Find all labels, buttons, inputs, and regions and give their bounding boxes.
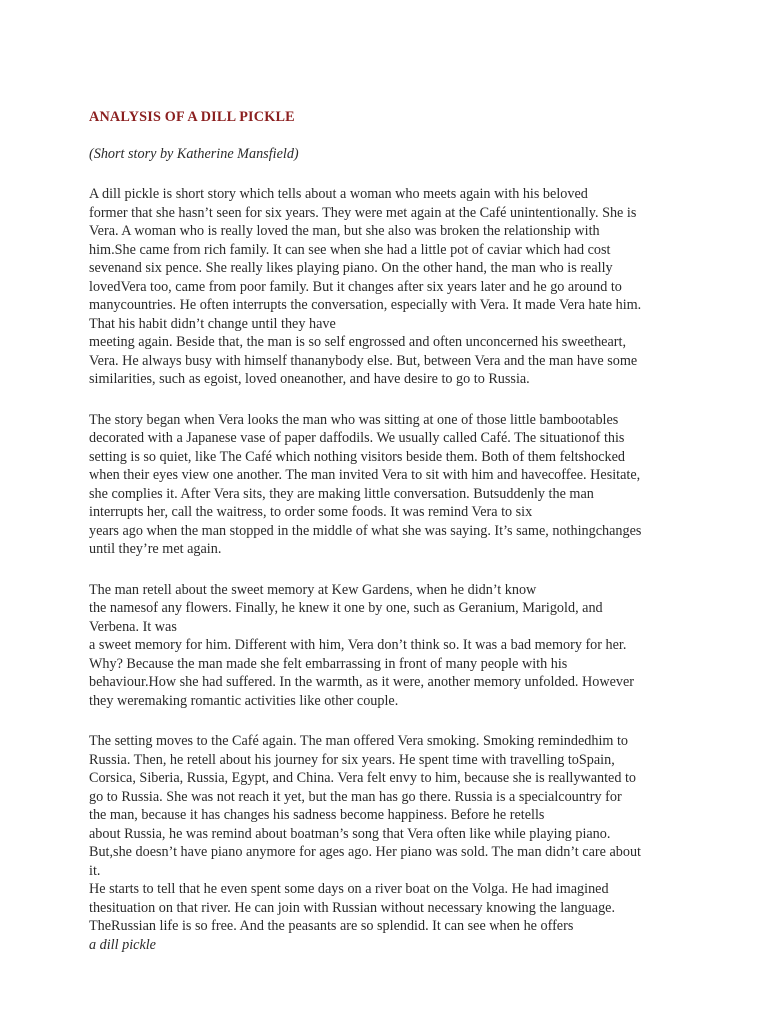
text-line: The story began when Vera looks the man who was sitting at one of those little bambootables [89, 411, 619, 428]
text-line: Russia. Then, he retell about his journey for six years. He spent time with travelling toSpain, [89, 751, 615, 768]
text-line: the namesof any flowers. Finally, he knew it one by one, such as Geranium, Marigold, and [89, 600, 603, 616]
trailing-italic-text: a dill pickle [89, 936, 156, 953]
text-line: they weremaking romantic activities like other couple. [89, 692, 399, 709]
text-line: But,she doesn’t have piano anymore for ages ago. Her piano was sold. The man didn’t care about [89, 844, 641, 860]
text-line: The man retell about the sweet memory at Kew Gardens, when he didn’t know [89, 581, 537, 598]
text-line: lovedVera too, came from poor family. But it changes after six years later and he go around to [89, 278, 622, 295]
text-line: until they’re met again. [89, 541, 222, 557]
text-line: a sweet memory for him. Different with him, Vera don’t think so. It was a bad memory for her. [89, 637, 627, 653]
document-page [89, 108, 719, 954]
text-line: thesituation on that river. He can join with Russian without necessary knowing the language. [89, 899, 616, 916]
text-line: He starts to tell that he even spent some days on a river boat on the Volga. He had imagined [89, 881, 609, 897]
text-line: setting is so quiet, like The Café which nothing visitors beside them. Both of them feltshocked [89, 448, 626, 465]
text-line: The setting moves to the Café again. The man offered Vera smoking. Smoking remindedhim to [89, 733, 629, 749]
text-line: interrupts her, call the waitress, to order some foods. It was remind Vera to six [89, 504, 533, 520]
text-line: similarities, such as egoist, loved oneanother, and have desire to go to Russia. [89, 371, 530, 387]
text-line: Vera. He always busy with himself thananybody else. But, between Vera and the man have some [89, 352, 638, 369]
text-line: sevenand six pence. She really likes playing piano. On the other hand, the man who is really [89, 260, 613, 276]
text-line: go to Russia. She was not reach it yet, but the man has go there. Russia is a specialcountry for [89, 788, 622, 805]
text-line: him.She came from rich family. It can see when she had a little pot of caviar which had cost [89, 241, 611, 258]
document-title: ANALYSIS OF A DILL PICKLE [89, 109, 295, 125]
document-subtitle: (Short story by Katherine Mansfield) [89, 145, 299, 162]
paragraph-4 [89, 732, 719, 954]
text-line: it. [89, 862, 101, 879]
text-line: the man, because it has changes his sadness become happiness. Before he retells [89, 807, 545, 823]
paragraph-2 [89, 411, 719, 559]
text-line: manycountries. He often interrupts the conversation, especially with Vera. It made Vera hate him. [89, 297, 642, 313]
paragraph-3 [89, 581, 719, 711]
text-line: former that she hasn’t seen for six years. They were met again at the Café unintentionally. She is [89, 204, 637, 221]
text-line: Vera. A woman who is really loved the man, but she also was broken the relationship with [89, 223, 600, 239]
text-line: meeting again. Beside that, the man is so self engrossed and often unconcerned his sweetheart, [89, 334, 626, 350]
text-line: about Russia, he was remind about boatman’s song that Vera often like while playing piano. [89, 825, 611, 842]
text-line: years ago when the man stopped in the middle of what she was saying. It’s same, nothingchanges [89, 522, 642, 539]
text-line: Verbena. It was [89, 618, 177, 635]
text-line: A dill pickle is short story which tells about a woman who meets again with his beloved [89, 186, 588, 202]
text-line: TheRussian life is so free. And the peasants are so splendid. It can see when he offers [89, 918, 574, 934]
text-line: decorated with a Japanese vase of paper daffodils. We usually called Café. The situationof this [89, 430, 625, 446]
text-line: when their eyes view one another. The man invited Vera to sit with him and havecoffee. Hesitate, [89, 467, 641, 483]
text-line: she complies it. After Vera sits, they are making little conversation. Butsuddenly the man [89, 485, 594, 502]
text-line: Why? Because the man made she felt embarrassing in front of many people with his [89, 655, 568, 672]
paragraph-1 [89, 185, 719, 389]
text-line: Corsica, Siberia, Russia, Egypt, and China. Vera felt envy to him, because she is reallywanted to [89, 770, 637, 786]
text-line: That his habit didn’t change until they have [89, 315, 336, 332]
text-line: behaviour.How she had suffered. In the warmth, as it were, another memory unfolded. However [89, 674, 634, 690]
